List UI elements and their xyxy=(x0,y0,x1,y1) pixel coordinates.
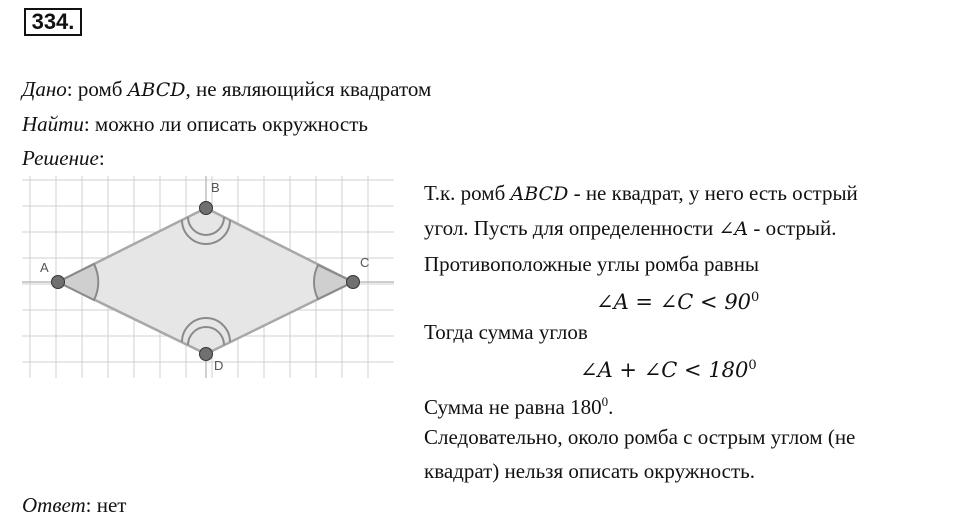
text-line-7 xyxy=(424,389,613,420)
answer-text: : нет xyxy=(85,493,127,517)
label-c: C xyxy=(360,255,370,270)
answer-line xyxy=(22,492,126,518)
point-b xyxy=(200,202,213,215)
label-a: A xyxy=(40,260,49,275)
label-d: D xyxy=(214,358,224,373)
given-line xyxy=(22,76,431,103)
find-text: : можно ли описать окружность xyxy=(83,112,368,136)
problem-number: 334. xyxy=(24,8,82,36)
point-d xyxy=(200,348,213,361)
equation-1-text: ∠A = ∠C < 90 xyxy=(596,290,752,314)
find-line xyxy=(22,111,368,137)
find-label: Найти xyxy=(22,112,84,136)
given-text-post: , не являющийся квадратом xyxy=(185,77,432,101)
given-rhombus-name: ABCD xyxy=(127,79,186,101)
text-line-2 xyxy=(424,215,836,242)
text-line-9: квадрат) нельзя описать окружность. xyxy=(424,459,755,483)
equation-2-text: ∠A + ∠C < 180 xyxy=(580,358,749,382)
point-c xyxy=(347,276,360,289)
solution-label: Решение xyxy=(22,146,99,170)
equation-1-degree: 0 xyxy=(751,290,760,305)
answer-label: Ответ xyxy=(22,493,86,517)
text-l7-degree: 0 xyxy=(601,394,609,409)
text-l1-post: - не квадрат, у него есть острый xyxy=(568,181,858,205)
label-b: B xyxy=(211,180,220,195)
text-l2-angle: ∠A xyxy=(718,218,749,240)
text-l2-post: - острый. xyxy=(748,216,837,240)
equation-2-degree: 0 xyxy=(748,358,757,373)
text-l2-pre: угол. Пусть для определенности xyxy=(424,216,719,240)
text-l1-pre: Т.к. ромб xyxy=(424,181,511,205)
text-line-5: Тогда сумма углов xyxy=(424,320,588,344)
text-line-8: Следовательно, около ромба с острым углом (не xyxy=(424,425,856,449)
given-label: Дано xyxy=(22,77,67,101)
solution-line xyxy=(22,145,105,171)
text-l7-pre: Сумма не равна 180 xyxy=(424,395,602,419)
given-text-pre: : ромб xyxy=(66,77,128,101)
point-a xyxy=(52,276,65,289)
text-l1-name: ABCD xyxy=(510,183,569,205)
equation-1 xyxy=(596,285,759,315)
text-l7-post: . xyxy=(608,395,614,419)
text-line-1 xyxy=(424,180,858,207)
equation-2 xyxy=(580,353,757,383)
solution-colon: : xyxy=(98,146,105,170)
rhombus-figure xyxy=(22,176,394,378)
rhombus-shape xyxy=(58,208,353,354)
text-line-3: Противоположные углы ромба равны xyxy=(424,252,760,276)
